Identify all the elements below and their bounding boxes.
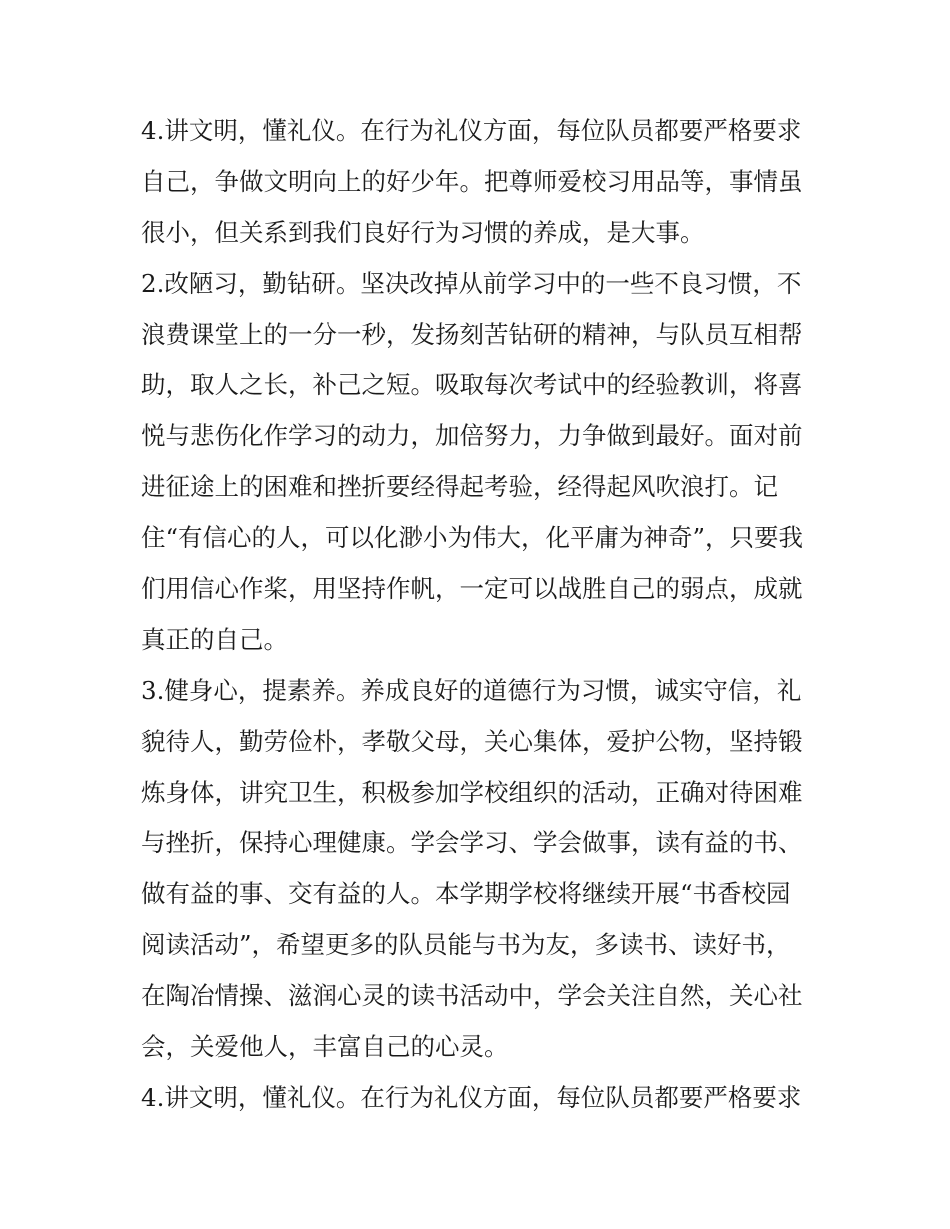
text-line: 很小，但关系到我们良好行为习惯的养成，是大事。: [141, 217, 705, 247]
text-line: 进征途上的困难和挫折要经得起考验，经得起风吹浪打。记: [141, 472, 778, 502]
text-line: 悦与悲伤化作学习的动力，加倍努力，力争做到最好。面对前: [141, 421, 803, 451]
text-line: 们用信心作桨，用坚持作帆，一定可以战胜自己的弱点，成就: [141, 574, 803, 604]
text-line: 真正的自己。: [141, 624, 288, 654]
text-line: 做有益的事、交有益的人。本学期学校将继续开展“书香校园: [141, 879, 791, 909]
text-line: 貌待人，勤劳俭朴，孝敬父母，关心集体，爱护公物，坚持锻: [141, 726, 803, 756]
text-line: 2.改陋习，勤钻研。坚决改掉从前学习中的一些不良习惯，不: [141, 268, 802, 298]
text-line: 助，取人之长，补己之短。吸取每次考试中的经验教训，将喜: [141, 370, 803, 400]
text-line: 阅读活动”，希望更多的队员能与书为友，多读书、读好书，: [141, 930, 791, 960]
document-body: [141, 106, 813, 1124]
text-line: 自己，争做文明向上的好少年。把尊师爱校习用品等，事情虽: [141, 166, 803, 196]
text-line: 会，关爱他人，丰富自己的心灵。: [141, 1032, 509, 1062]
text-line: 浪费课堂上的一分一秒，发扬刻苦钻研的精神，与队员互相帮: [141, 319, 803, 349]
text-line: 3.健身心，提素养。养成良好的道德行为习惯，诚实守信，礼: [141, 675, 802, 705]
text-line: 与挫折，保持心理健康。学会学习、学会做事，读有益的书、: [141, 828, 803, 858]
text-line: 4.讲文明，懂礼仪。在行为礼仪方面，每位队员都要严格要求: [141, 1082, 802, 1112]
text-line: 4.讲文明，懂礼仪。在行为礼仪方面，每位队员都要严格要求: [141, 116, 802, 145]
text-line: 住“有信心的人，可以化渺小为伟大，化平庸为神奇”，只要我: [141, 523, 804, 553]
text-line: 在陶冶情操、滋润心灵的读书活动中，学会关注自然，关心社: [141, 981, 803, 1011]
text-line: 炼身体，讲究卫生，积极参加学校组织的活动，正确对待困难: [141, 777, 803, 807]
